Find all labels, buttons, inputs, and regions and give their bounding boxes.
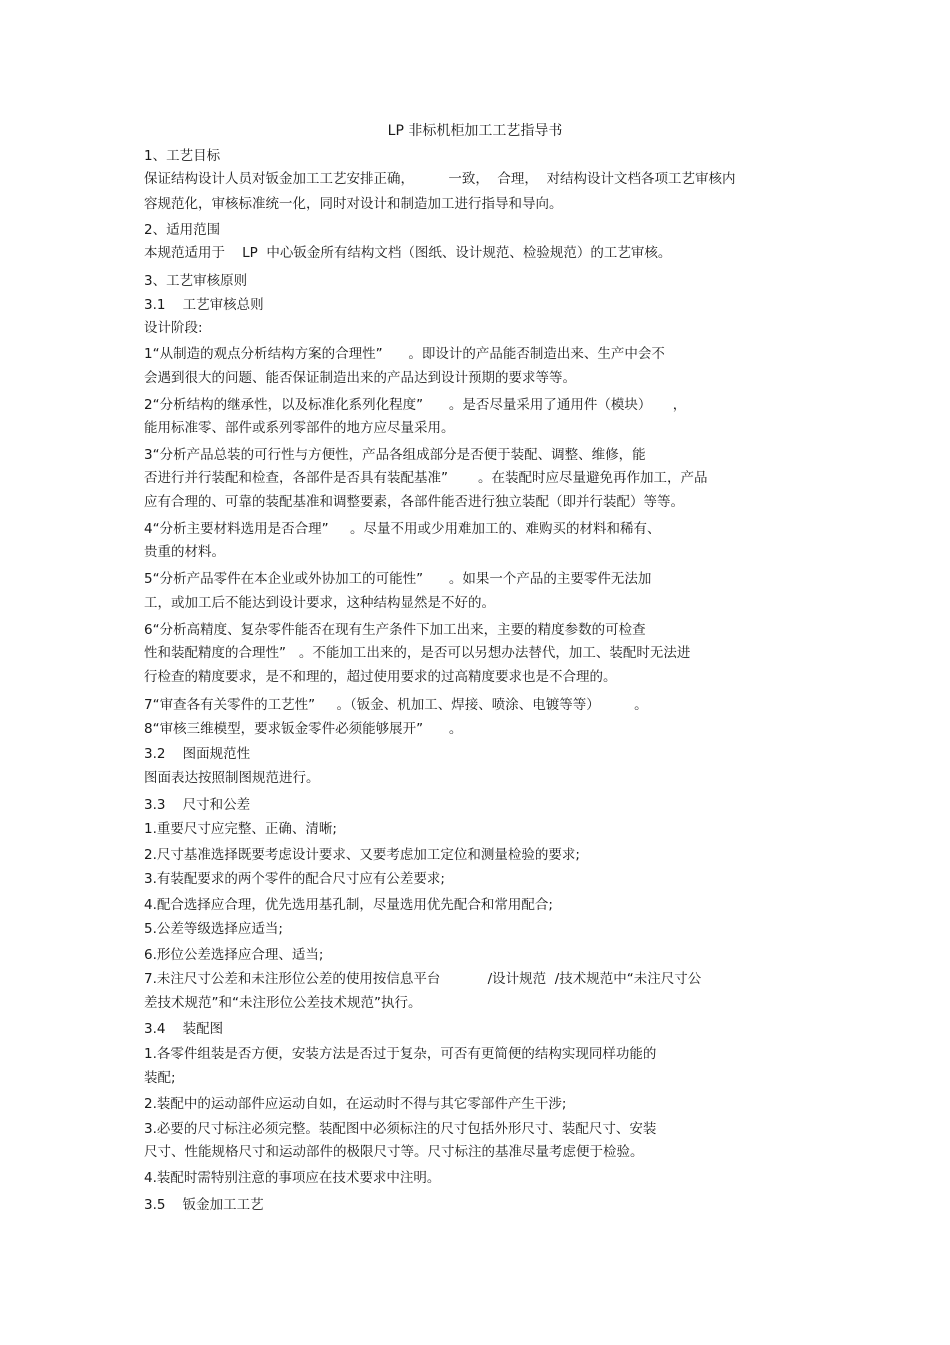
list-item: 5.公差等级选择应适当;: [144, 921, 283, 937]
list-item: 差技术规范”和“未注形位公差技术规范”执行。: [144, 995, 422, 1011]
list-item: 7.未注尺寸公差和未注形位公差的使用按信息平台 /设计规范 /技术规范中“未注尺寸公: [144, 971, 702, 987]
paragraph-line: 工，或加工后不能达到设计要求，这种结构显然是不好的。: [144, 595, 495, 611]
section-heading: 2、适用范围: [144, 222, 221, 238]
paragraph-line: 设计阶段:: [144, 320, 203, 336]
paragraph-line: 性和装配精度的合理性” 。不能加工出来的，是否可以另想办法替代，加工、装配时无法进: [144, 645, 691, 661]
list-item: 装配;: [144, 1070, 176, 1086]
subsection-heading: 3.1 工艺审核总则: [144, 297, 264, 313]
section-heading: 3、工艺审核原则: [144, 273, 248, 289]
list-item: 1.重要尺寸应完整、正确、清晰;: [144, 821, 337, 837]
paragraph-line: 能用标准零、部件或系列零部件的地方应尽量采用。: [144, 420, 455, 436]
list-item: 6.形位公差选择应合理、适当;: [144, 947, 324, 963]
paragraph-line: 容规范化，审核标准统一化，同时对设计和制造加工进行指导和导向。: [144, 196, 563, 212]
paragraph-line: 否进行并行装配和检查，各部件是否具有装配基准” 。在装配时应尽量避免再作加工，产品: [144, 470, 708, 486]
list-item: 1.各零件组装是否方便，安装方法是否过于复杂，可否有更简便的结构实现同样功能的: [144, 1046, 657, 1062]
paragraph-line: 1“从制造的观点分析结构方案的合理性” 。即设计的产品能否制造出来、生产中会不: [144, 346, 665, 362]
paragraph-line: 本规范适用于 LP 中心钣金所有结构文档（图纸、设计规范、检验规范）的工艺审核。: [144, 245, 672, 261]
paragraph-line: 2“分析结构的继承性，以及标准化系列化程度” 。是否尽量采用了通用件（模块） ，: [144, 397, 687, 413]
paragraph-line: 保证结构设计人员对钣金加工工艺安排正确， 一致， 合理， 对结构设计文档各项工艺审核内: [144, 171, 736, 187]
paragraph-line: 图面表达按照制图规范进行。: [144, 770, 320, 786]
paragraph-line: 8“审核三维模型，要求钣金零件必须能够展开” 。: [144, 721, 463, 737]
subsection-heading: 3.3 尺寸和公差: [144, 797, 251, 813]
list-item: 4.装配时需特别注意的事项应在技术要求中注明。: [144, 1170, 441, 1186]
paragraph-line: 4“分析主要材料选用是否合理” 。尽量不用或少用难加工的、难购买的材料和稀有、: [144, 521, 661, 537]
paragraph-line: 应有合理的、可靠的装配基准和调整要素，各部件能否进行独立装配（即并行装配）等等。: [144, 494, 684, 510]
document-title: LP 非标机柜加工工艺指导书: [387, 123, 563, 139]
paragraph-line: 贵重的材料。: [144, 544, 225, 560]
list-item: 4.配合选择应合理，优先选用基孔制，尽量选用优先配合和常用配合;: [144, 897, 553, 913]
paragraph-line: 6“分析高精度、复杂零件能否在现有生产条件下加工出来，主要的精度参数的可检查: [144, 622, 646, 638]
section-heading: 1、工艺目标: [144, 148, 221, 164]
subsection-heading: 3.4 装配图: [144, 1021, 224, 1037]
list-item: 2.尺寸基准选择既要考虑设计要求、又要考虑加工定位和测量检验的要求;: [144, 847, 580, 863]
list-item: 尺寸、性能规格尺寸和运动部件的极限尺寸等。尺寸标注的基准尽量考虑便于检验。: [144, 1144, 644, 1160]
paragraph-line: 5“分析产品零件在本企业或外协加工的可能性” 。如果一个产品的主要零件无法加: [144, 571, 652, 587]
paragraph-line: 7“审查各有关零件的工艺性” 。（钣金、机加工、焊接、喷涂、电镀等等） 。: [144, 697, 648, 713]
paragraph-line: 会遇到很大的问题、能否保证制造出来的产品达到设计预期的要求等等。: [144, 370, 576, 386]
paragraph-line: 3“分析产品总装的可行性与方便性，产品各组成部分是否便于装配、调整、维修，能: [144, 447, 646, 463]
subsection-heading: 3.2 图面规范性: [144, 746, 251, 762]
list-item: 3.有装配要求的两个零件的配合尺寸应有公差要求;: [144, 871, 445, 887]
list-item: 3.必要的尺寸标注必须完整。装配图中必须标注的尺寸包括外形尺寸、装配尺寸、安装: [144, 1121, 657, 1137]
paragraph-line: 行检查的精度要求，是不和理的，超过使用要求的过高精度要求也是不合理的。: [144, 669, 617, 685]
subsection-heading: 3.5 钣金加工工艺: [144, 1197, 264, 1213]
list-item: 2.装配中的运动部件应运动自如，在运动时不得与其它零部件产生干涉;: [144, 1096, 567, 1112]
